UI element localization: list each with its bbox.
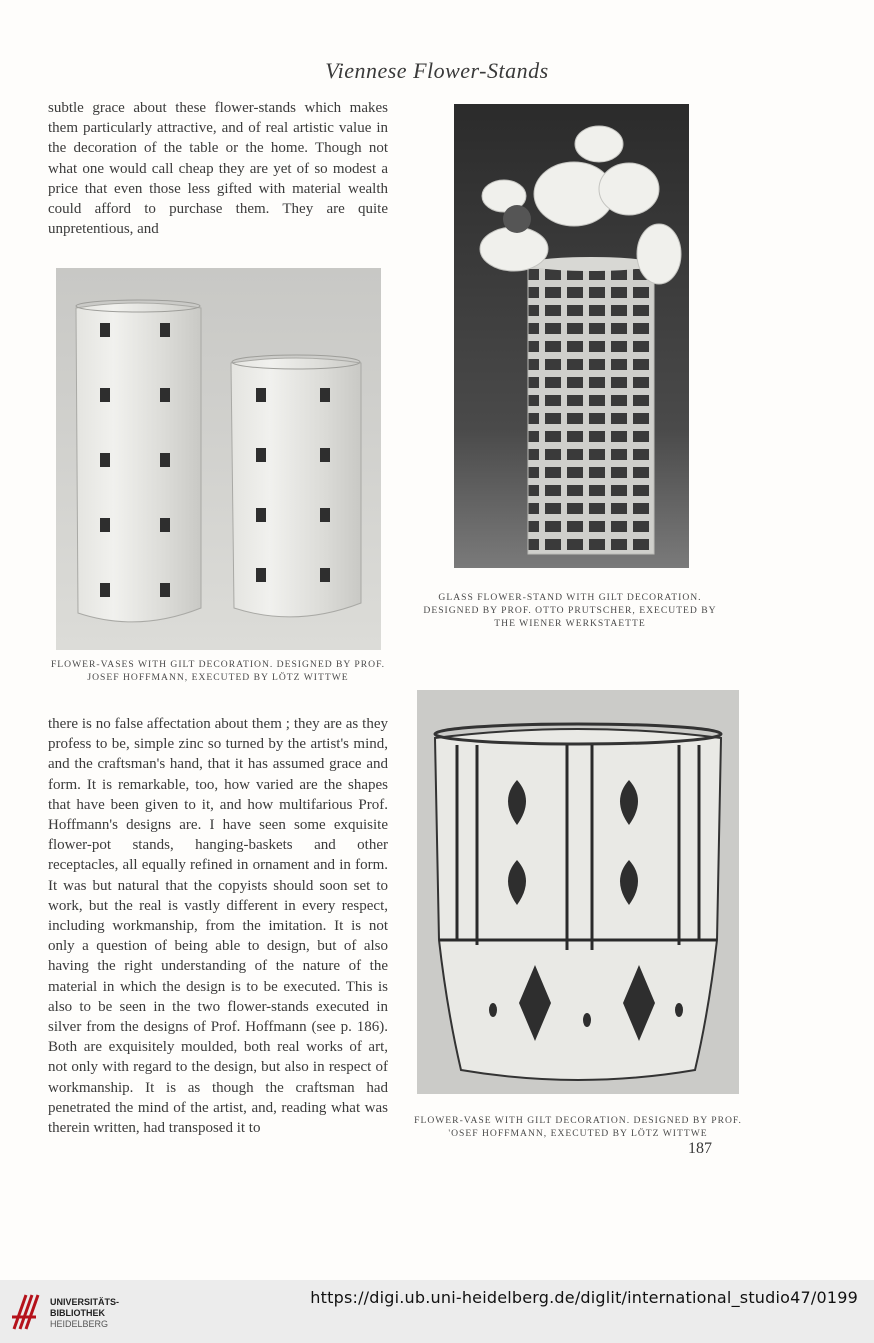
vases-photo <box>56 268 381 650</box>
library-name-line-2: BIBLIOTHEK <box>50 1308 105 1318</box>
glass-stand-photo <box>454 104 689 568</box>
plate-glass-flower-stand <box>454 104 689 568</box>
caption-flower-vase: FLOWER-VASE WITH GILT DECORATION. DESIGNED BY PROF. 'OSEF HOFFMANN, EXECUTED BY LÖTZ WITTWE <box>414 1115 742 1139</box>
plate-flower-vase <box>417 690 739 1094</box>
permalink-url[interactable]: https://digi.ub.uni-heidelberg.de/diglit/international_studio47/0199 <box>310 1288 858 1307</box>
body-paragraph-1: subtle grace about these flower-stands which makes them particularly attractive, and of real artistic value in the decoration of the table or the home. Though not what one would call cheap they are yet of so modest a price that even those less gifted with material wealth could afford to purchase them. They are quite unpretentious, and <box>48 100 388 238</box>
flower-vase-photo <box>417 690 739 1094</box>
library-name-line-1: UNIVERSITÄTS- <box>50 1297 120 1307</box>
page-number: 187 <box>688 1140 712 1157</box>
library-name-line-3: HEIDELBERG <box>50 1319 109 1329</box>
library-name <box>50 1297 119 1330</box>
caption-glass-flower-stand: GLASS FLOWER-STAND WITH GILT DECORATION. DESIGNED BY PROF. OTTO PRUTSCHER, EXECUTED BY THE WIENER WERKSTAETTE <box>423 592 717 629</box>
running-header: Viennese Flower-Stands <box>325 58 549 83</box>
plate-flower-vases <box>56 268 381 650</box>
body-paragraph-2: there is no false affectation about them ; they are as they profess to be, simple zinc so turned by the artist's mind, and the craftsman's hand, that it has assumed grace and form. It is remarkable, too, how varied are the shapes that have been given to it, and how multifarious Prof. Hoffmann's designs are. I have seen some exquisite flower-pot stands, hanging-baskets and other receptacles, all equally refined in ornament and in form. It was but natural that the copyists should soon set to work, but the real is vastly different in every respect, including workmanship, from the imitation. It is not only a question of being able to design, but of also having the right understanding of the nature of the material in which the design is to be executed. This is also to be seen in the two flower-stands executed in silver from the designs of Prof. Hoffmann (see p. 186). Both are exquisitely moulded, both real works of art, not only with regard to the design, but also in respect of workmanship. It is as though the craftsman had penetrated the mind of the artist, and, reading what was therein written, had transposed it to <box>48 716 388 1137</box>
university-library-logo-icon <box>10 1289 40 1333</box>
caption-flower-vases: FLOWER-VASES WITH GILT DECORATION. DESIGNED BY PROF. JOSEF HOFFMANN, EXECUTED BY LÖTZ WITTWE <box>50 659 386 683</box>
